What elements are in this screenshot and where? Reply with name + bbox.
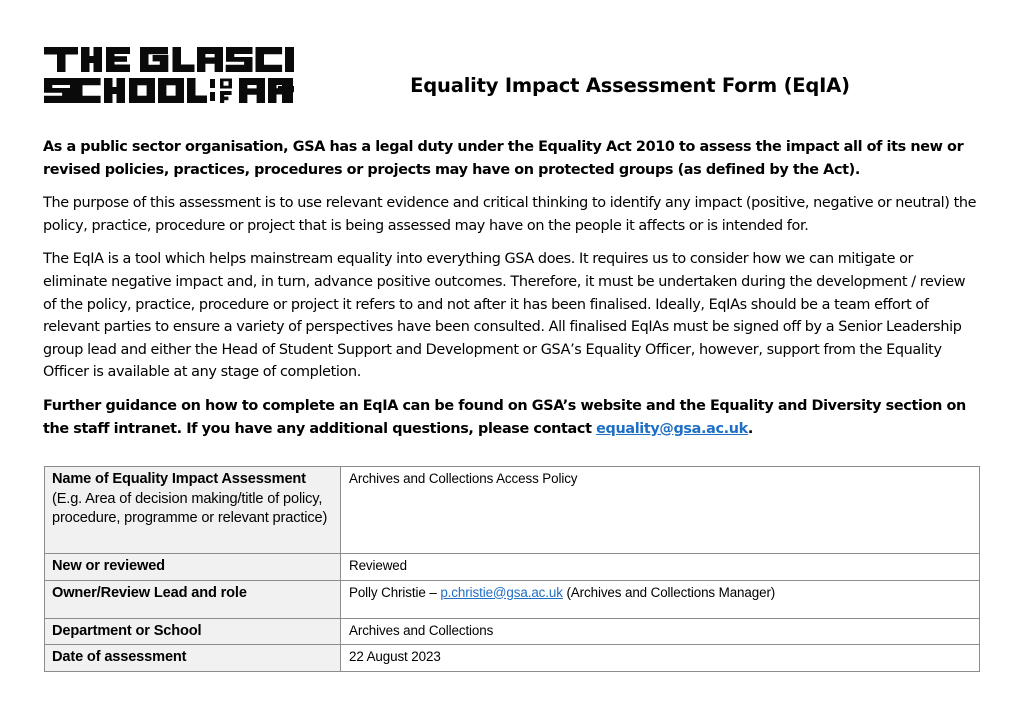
- owner-role-text: (Archives and Collections Manager): [562, 584, 776, 600]
- row-value-name-of-assessment[interactable]: Archives and Collections Access Policy: [341, 467, 980, 554]
- eqia-details-table: [44, 466, 980, 672]
- document-header: [0, 0, 1024, 120]
- row-value-new-or-reviewed[interactable]: Reviewed: [341, 554, 980, 581]
- row-label-date-of-assessment: Date of assessment: [45, 645, 341, 672]
- row-value-department-or-school[interactable]: Archives and Collections: [341, 618, 980, 645]
- row-label-subtext: (E.g. Area of decision making/title of policy, procedure, programme or relevant practice): [52, 490, 328, 527]
- row-label-new-or-reviewed: New or reviewed: [45, 554, 341, 581]
- page-title: Equality Impact Assessment Form (EqIA): [410, 74, 850, 97]
- table-row: [45, 554, 980, 581]
- row-label-department-or-school: Department or School: [45, 618, 341, 645]
- intro-paragraph-4: [43, 395, 981, 440]
- intro-paragraph-3: The EqIA is a tool which helps mainstream equality into everything GSA does. It requires us to consider how we can mitigate or eliminate negative impact and, in turn, advance positive outcomes. Therefore, it must be undertaken during the development / review of the policy, practice, procedure or project it refers to and not after it has been finalised. Ideally, EqIAs should be a team effort of relevant parties to ensure a variety of perspectives have been consulted. All finalised EqIAs must be signed off by a Senior Leadership group lead and either the Head of Student Support and Development or GSA’s Equality Officer, however, support from the Equality Officer is available at any stage of completion.: [43, 251, 966, 381]
- gsa-logo: [44, 45, 294, 105]
- row-label-name-of-assessment: [45, 467, 341, 554]
- owner-name-text: Polly Christie –: [349, 584, 441, 600]
- intro-paragraph-4-text-before: Further guidance on how to complete an EqIA can be found on GSA’s website and the Equality and Diversity section on the staff intranet. If you have any additional questions, please contact: [43, 397, 966, 437]
- intro-paragraph-2: The purpose of this assessment is to use relevant evidence and critical thinking to identify any impact (positive, negative or neutral) the policy, practice, procedure or project that is being assessed may have on the people it affects or is intended for.: [43, 195, 977, 234]
- row-value-owner-review-lead[interactable]: [341, 580, 980, 618]
- intro-text-block: [43, 136, 981, 452]
- equality-email-link[interactable]: equality@gsa.ac.uk: [596, 420, 748, 437]
- table-row: [45, 467, 980, 554]
- table-row: [45, 580, 980, 618]
- intro-paragraph-4-text-after: .: [747, 420, 754, 437]
- row-value-date-of-assessment[interactable]: 22 August 2023: [341, 645, 980, 672]
- row-label-text: Name of Equality Impact Assessment: [52, 471, 306, 487]
- intro-paragraph-1: As a public sector organisation, GSA has a legal duty under the Equality Act 2010 to assess the impact all of its new or revised policies, practices, procedures or projects may have on protected groups (as defined by the Act).: [43, 139, 964, 178]
- table-row: [45, 645, 980, 672]
- table-row: [45, 618, 980, 645]
- row-label-owner-review-lead: Owner/Review Lead and role: [45, 580, 341, 618]
- owner-email-link[interactable]: p.christie@gsa.ac.uk: [440, 584, 563, 600]
